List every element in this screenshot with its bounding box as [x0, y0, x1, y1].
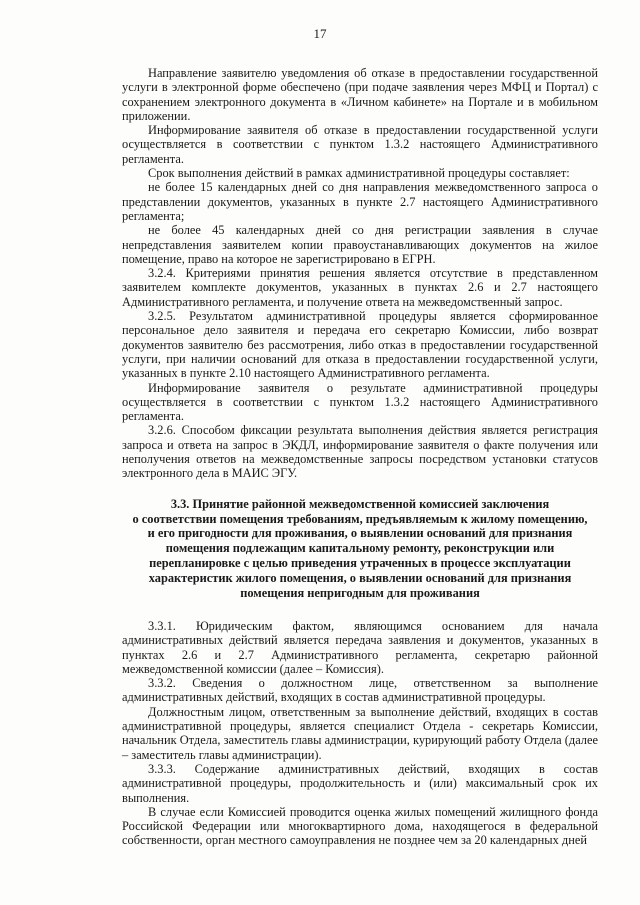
paragraph-notice-delivery: Направление заявителю уведомления об отказе в предоставлении государственной услуги в электронной форме обеспечено (при подаче заявления через МФЦ и Портал) с сохранением электронного документа в «Личном кабинете» на Портале и в мобильном приложении. — [122, 66, 598, 123]
paragraph-3-3-3: 3.3.3. Содержание административных действий, входящих в состав административной процедуры, продолжительность и (или) максимальный срок их выполнения. — [122, 761, 598, 805]
heading-line: характеристик жилого помещения, о выявлении оснований для признания — [148, 571, 572, 586]
paragraph-3-2-5: 3.2.5. Результатом административной процедуры является сформированное персональное дело заявителя и передача его секретарю Комиссии, либо возврат документов заявителю без рассмотрения, либо отказ в предоставлении государственной услуги, при наличии оснований для отказа в предоставлении государственной услуги, указанных в пункте 2.10 настоящего Административного регламента. — [122, 309, 598, 381]
heading-line: 3.3. Принятие районной межведомственной комиссией заключения — [170, 496, 550, 511]
page-number: 17 — [313, 26, 327, 41]
paragraph-3-3-2: 3.3.2. Сведения о должностном лице, ответственном за выполнение административных действий, входящих в состав административной процедуры. — [122, 676, 598, 705]
paragraph-3-3-1: 3.3.1. Юридическим фактом, являющимся основанием для начала административных действий является передача заявления и документов, указанных в пунктах 2.6 и 2.7 Административного регламента, секретарю районной межведомственной комиссии (далее – Комиссия). — [122, 618, 598, 676]
section-heading-3-3 — [122, 497, 598, 601]
heading-line: помещения непригодным для проживания — [240, 586, 480, 601]
paragraph-3-2-4: 3.2.4. Критериями принятия решения является отсутствие в представленном заявителем комплекте документов, указанных в пунктах 2.6 и 2.7 настоящего Административного регламента, и получение ответа на межведомственный запрос. — [122, 266, 598, 309]
paragraph-result-informing: Информирование заявителя о результате административной процедуры осуществляется в соответствии с пунктом 1.3.2 настоящего Административного регламента. — [122, 380, 598, 424]
paragraph-term-intro: Срок выполнения действий в рамках административной процедуры составляет: — [148, 166, 570, 181]
heading-line: и его пригодности для проживания, о выявлении оснований для признания — [147, 526, 573, 541]
paragraph-3-2-6: 3.2.6. Способом фиксации результата выполнения действия является регистрация запроса и ответа на запрос в ЭКДЛ, информирование заявителя о факте получения или неполучения ответов на межведомственные запросы посредством установки статусов электронного дела в МАИС ЭГУ. — [122, 423, 598, 481]
document-body — [122, 66, 598, 848]
paragraph-refusal-informing: Информирование заявителя об отказе в предоставлении государственной услуги осуществляется в соответствии с пунктом 1.3.2 настоящего Административного регламента. — [122, 123, 598, 166]
heading-line: перепланировке с целью приведения утраченных в процессе эксплуатации — [149, 556, 571, 571]
heading-line: о соответствии помещения требованиям, предъявляемым к жилому помещению, — [132, 511, 588, 526]
paragraph-commission-assessment: В случае если Комиссией проводится оценка жилых помещений жилищного фонда Российской Федерации или многоквартирного дома, находящегося в федеральной собственности, орган местного самоуправления не позднее чем за 20 календарных дней — [122, 804, 598, 848]
paragraph-responsible-official: Должностным лицом, ответственным за выполнение действий, входящих в состав административной процедуры, является специалист Отдела - секретарь Комиссии, начальник Отдела, заместитель главы администрации, курирующий работу Отдела (далее – заместитель главы администрации). — [122, 704, 598, 762]
paragraph-term-45-days: не более 45 календарных дней со дня регистрации заявления в случае непредставления заявителем копии правоустанавливающих документов на жилое помещение, право на которое не зарегистрировано в ЕГРН. — [122, 223, 598, 266]
paragraph-term-15-days: не более 15 календарных дней со дня направления межведомственного запроса о представлении документов, указанных в пункте 2.7 настоящего Административного регламента; — [122, 180, 598, 223]
heading-line: помещения подлежащим капитальному ремонту, реконструкции или — [165, 541, 555, 556]
